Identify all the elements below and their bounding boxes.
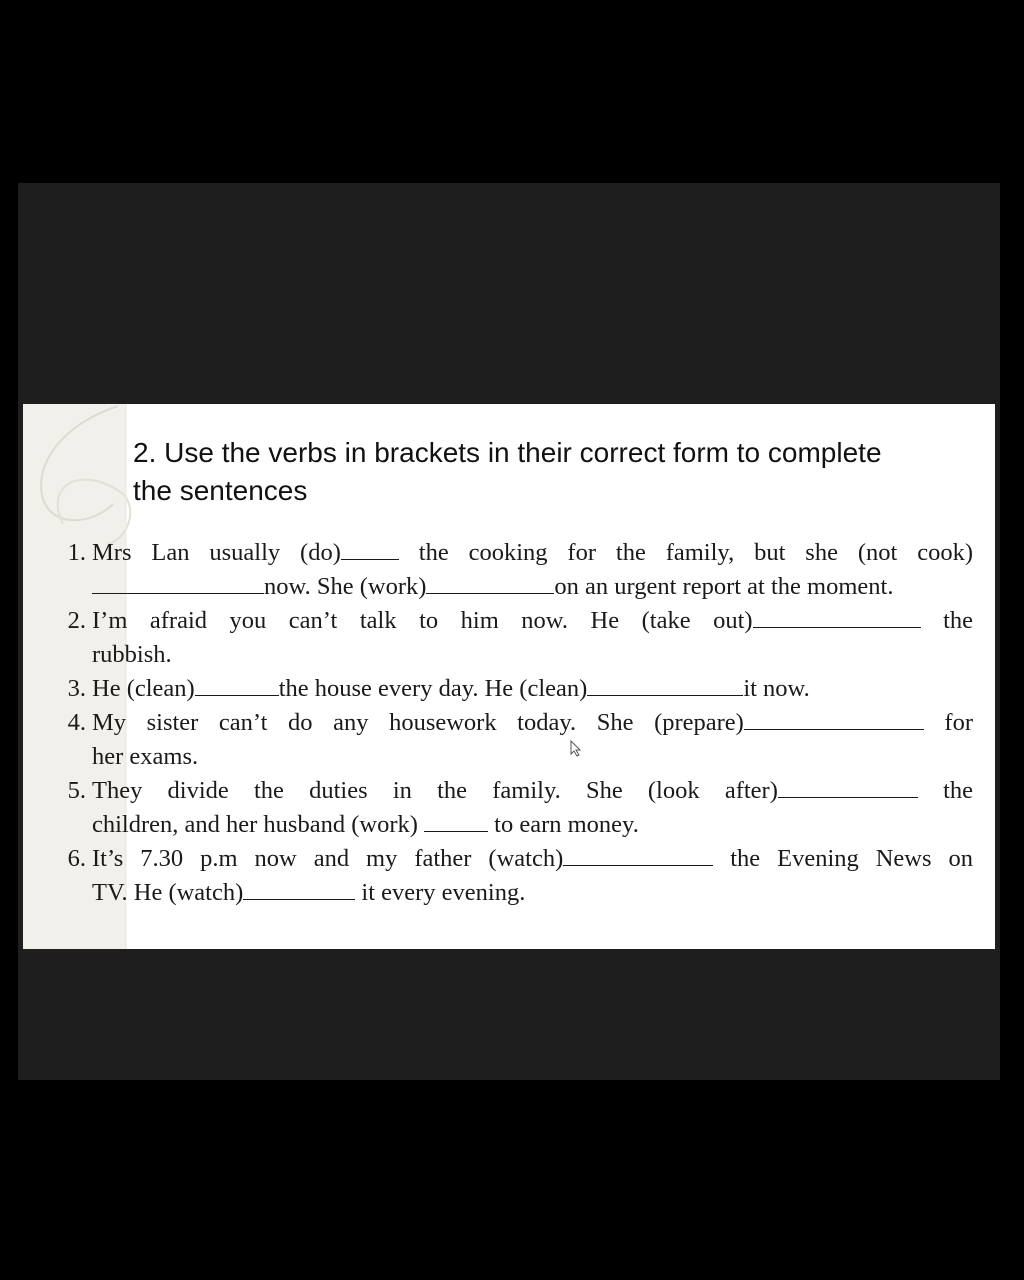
answer-blank[interactable] <box>92 573 264 594</box>
sentence-text: it every evening. <box>361 879 526 906</box>
sentence-text: the Evening News on <box>730 845 974 872</box>
pointer-cursor-icon <box>569 740 583 758</box>
sentence-text: to earn money. <box>494 811 639 838</box>
item-number: 2. <box>67 607 86 634</box>
item-number: 6. <box>67 845 86 872</box>
sentence-text: I’m afraid you can’t talk to him now. He (take out) <box>92 607 753 634</box>
sentence-text: children, and her husband (work) <box>92 811 418 838</box>
item-number: 4. <box>67 709 86 736</box>
sentence-text: the cooking for the family, but she (not cook) <box>418 539 974 566</box>
sentence-line <box>92 604 973 638</box>
answer-blank[interactable] <box>744 709 924 730</box>
sentence-text: It’s 7.30 p.m now and my father (watch) <box>92 845 564 872</box>
sentence-text: it now. <box>743 675 810 702</box>
exercise-title: 2. Use the verbs in brackets in their correct form to complete the sentences <box>133 437 882 506</box>
item-number: 5. <box>67 777 86 804</box>
sentence-text: My sister can’t do any housework today. She (prepare) <box>92 709 744 736</box>
sentence-line <box>92 536 973 570</box>
answer-blank[interactable] <box>341 539 399 560</box>
sentence-line <box>92 876 973 910</box>
sentence-text: They divide the duties in the family. She (look after) <box>92 777 778 804</box>
answer-blank[interactable] <box>587 675 743 696</box>
answer-blank[interactable] <box>243 879 355 900</box>
answer-blank[interactable] <box>195 675 279 696</box>
sentence-text: rubbish. <box>92 641 172 668</box>
answer-blank[interactable] <box>424 811 488 832</box>
sentence-text: the <box>943 777 974 804</box>
sentence-line <box>92 638 973 672</box>
item-number: 3. <box>67 675 86 702</box>
item-number: 1. <box>67 539 86 566</box>
sentence-text: the house every day. He (clean) <box>278 675 588 702</box>
sentence-text: Mrs Lan usually (do) <box>92 539 341 566</box>
sentence-text: now. She (work) <box>264 573 427 600</box>
sentence-line <box>92 740 973 774</box>
sentence-text: TV. He (watch) <box>92 879 244 906</box>
sentence-line <box>92 842 973 876</box>
sentence-line <box>92 808 973 842</box>
exercise-slide <box>23 404 995 949</box>
answer-blank[interactable] <box>753 607 921 628</box>
answer-blank[interactable] <box>426 573 554 594</box>
sentence-line <box>92 706 973 740</box>
sentence-line <box>92 672 973 706</box>
sentence-text: the <box>943 607 973 634</box>
sentence-text: He (clean) <box>92 675 195 702</box>
answer-blank[interactable] <box>563 845 713 866</box>
sentence-text: her exams. <box>92 743 199 770</box>
sentence-line <box>92 570 973 604</box>
sentence-line <box>92 774 973 808</box>
answer-blank[interactable] <box>778 777 918 798</box>
sentence-text: on an urgent report at the moment. <box>554 573 894 600</box>
sentence-text: for <box>944 709 973 736</box>
